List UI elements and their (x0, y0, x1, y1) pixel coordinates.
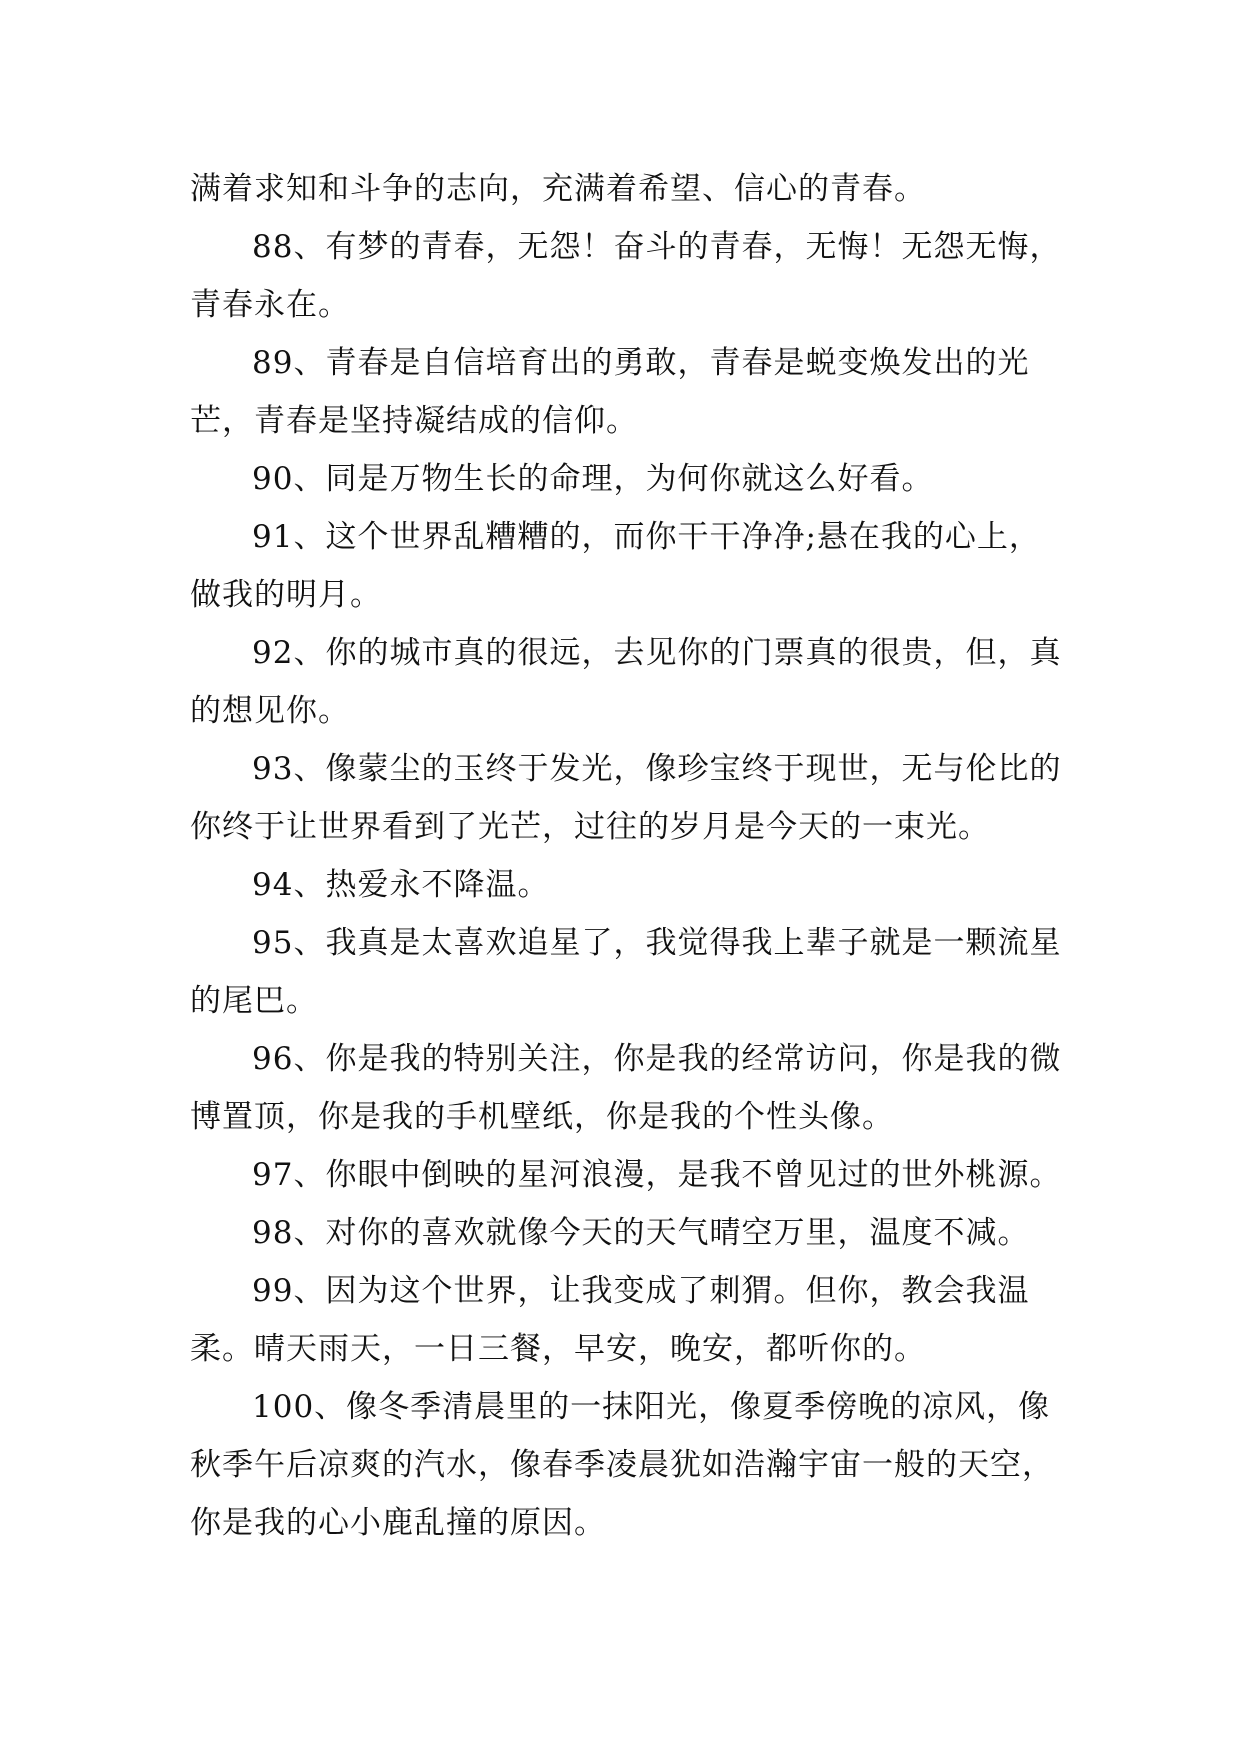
paragraph-97: 97、你眼中倒映的星河浪漫，是我不曾见过的世外桃源。 (252, 1157, 1062, 1193)
paragraph-89: 89、青春是自信培育出的勇敢，青春是蜕变焕发出的光芒，青春是坚持凝结成的信仰。 (190, 345, 1030, 439)
paragraph-99: 99、因为这个世界，让我变成了刺猬。但你，教会我温柔。晴天雨天，一日三餐，早安，晚安，都听你的。 (190, 1273, 1030, 1367)
paragraph-96: 96、你是我的特别关注，你是我的经常访问，你是我的微博置顶，你是我的手机壁纸，你是我的个性头像。 (190, 1041, 1062, 1135)
paragraph-continuation: 满着求知和斗争的志向，充满着希望、信心的青春。 (190, 171, 926, 207)
paragraph-94: 94、热爱永不降温。 (252, 867, 550, 903)
paragraph-92: 92、你的城市真的很远，去见你的门票真的很贵，但，真的想见你。 (190, 635, 1062, 729)
paragraph-93: 93、像蒙尘的玉终于发光，像珍宝终于现世，无与伦比的你终于让世界看到了光芒，过往的岁月是今天的一束光。 (190, 751, 1062, 845)
paragraph-90: 90、同是万物生长的命理，为何你就这么好看。 (252, 461, 934, 497)
paragraph-100: 100、像冬季清晨里的一抹阳光，像夏季傍晚的凉风，像秋季午后凉爽的汽水，像春季凌晨犹如浩瀚宇宙一般的天空，你是我的心小鹿乱撞的原因。 (190, 1389, 1054, 1541)
document-body (190, 160, 1070, 1552)
paragraph-98: 98、对你的喜欢就像今天的天气晴空万里，温度不减。 (252, 1215, 1030, 1251)
paragraph-91: 91、这个世界乱糟糟的，而你干干净净;悬在我的心上，做我的明月。 (190, 519, 1041, 613)
paragraph-88: 88、有梦的青春，无怨！奋斗的青春，无悔！无怨无悔，青春永在。 (190, 229, 1062, 323)
paragraph-95: 95、我真是太喜欢追星了，我觉得我上辈子就是一颗流星的尾巴。 (190, 925, 1062, 1019)
